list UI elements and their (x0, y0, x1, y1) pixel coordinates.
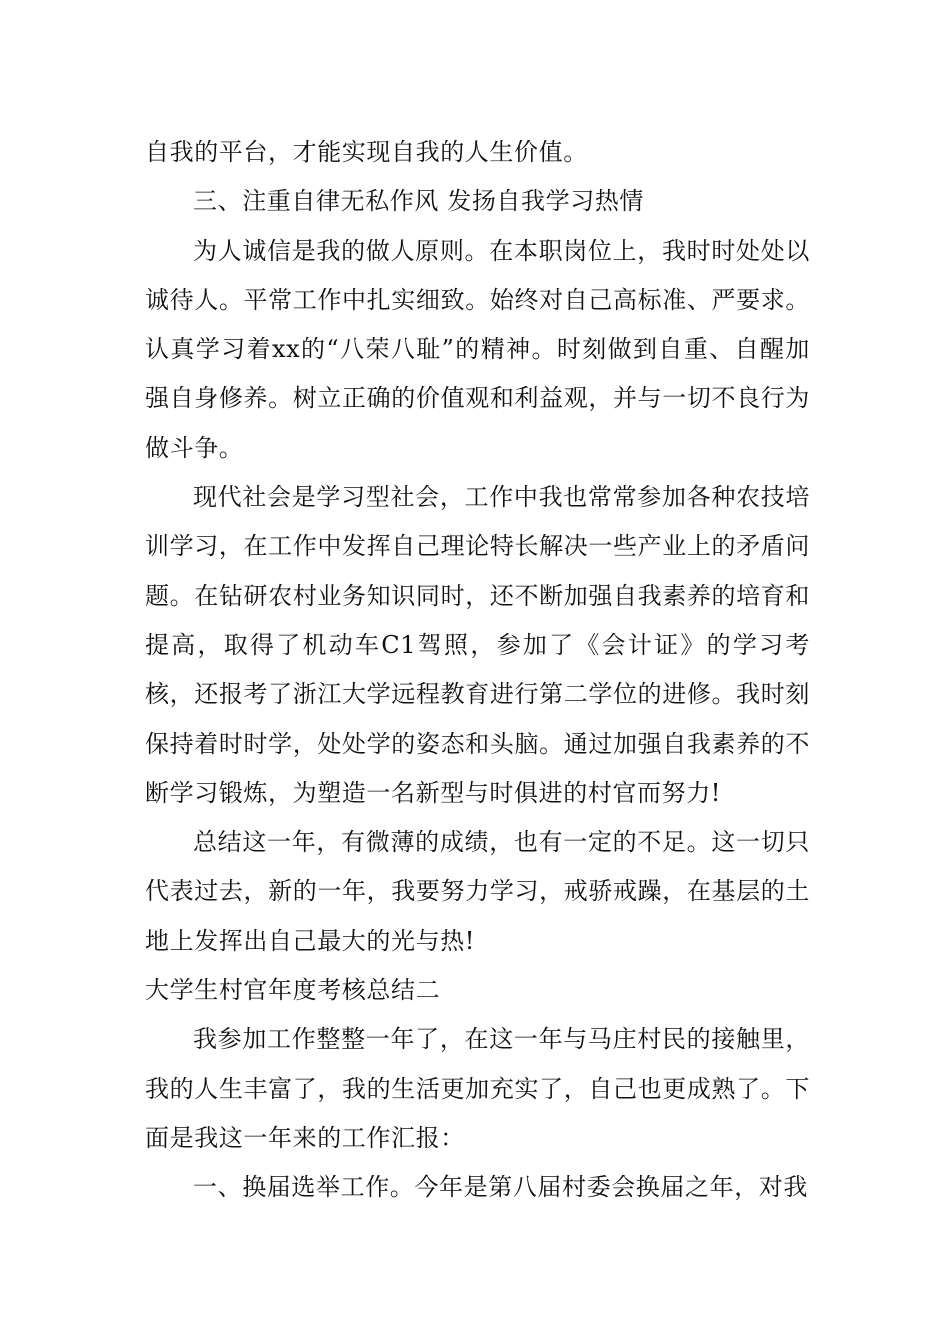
paragraph-summary: 总结这一年，有微薄的成绩，也有一定的不足。这一切只代表过去，新的一年，我要努力学习，戒骄戒躁，在基层的土地上发挥出自己最大的光与热! (145, 828, 810, 955)
document-title-two: 大学生村官年度考核总结二 (145, 976, 441, 1005)
paragraph-intro: 我参加工作整整一年了，在这一年与马庄村民的接触里，我的人生丰富了，我的生活更加充实了，自己也更成熟了。下面是我这一年来的工作汇报： (145, 1025, 810, 1152)
paragraph-continuation: 自我的平台，才能实现自我的人生价值。 (145, 138, 588, 166)
paragraph-integrity: 为人诚信是我的做人原则。在本职岗位上，我时时处处以诚待人。平常工作中扎实细致。始终对自己高标准、严要求。认真学习着xx的“八荣八耻”的精神。时刻做到自重、自醒加强自身修养。树立正确的价值观和利益观，并与一切不良行为做斗争。 (145, 236, 810, 462)
document-body (145, 128, 810, 1213)
paragraph-learning: 现代社会是学习型社会，工作中我也常常参加各种农技培训学习，在工作中发挥自己理论特长解决一些产业上的矛盾问题。在钻研农村业务知识同时，还不断加强自我素养的培育和提高，取得了机动车C1驾照，参加了《会计证》的学习考核，还报考了浙江大学远程教育进行第二学位的进修。我时刻保持着时时学，处处学的姿态和头脑。通过加强自我素养的不断学习锻炼，为塑造一名新型与时俱进的村官而努力! (145, 483, 810, 807)
section-heading-three: 三、注重自律无私作风 发扬自我学习热情 (193, 187, 645, 216)
paragraph-election: 一、换届选举工作。今年是第八届村委会换届之年，对我 (193, 1173, 808, 1202)
